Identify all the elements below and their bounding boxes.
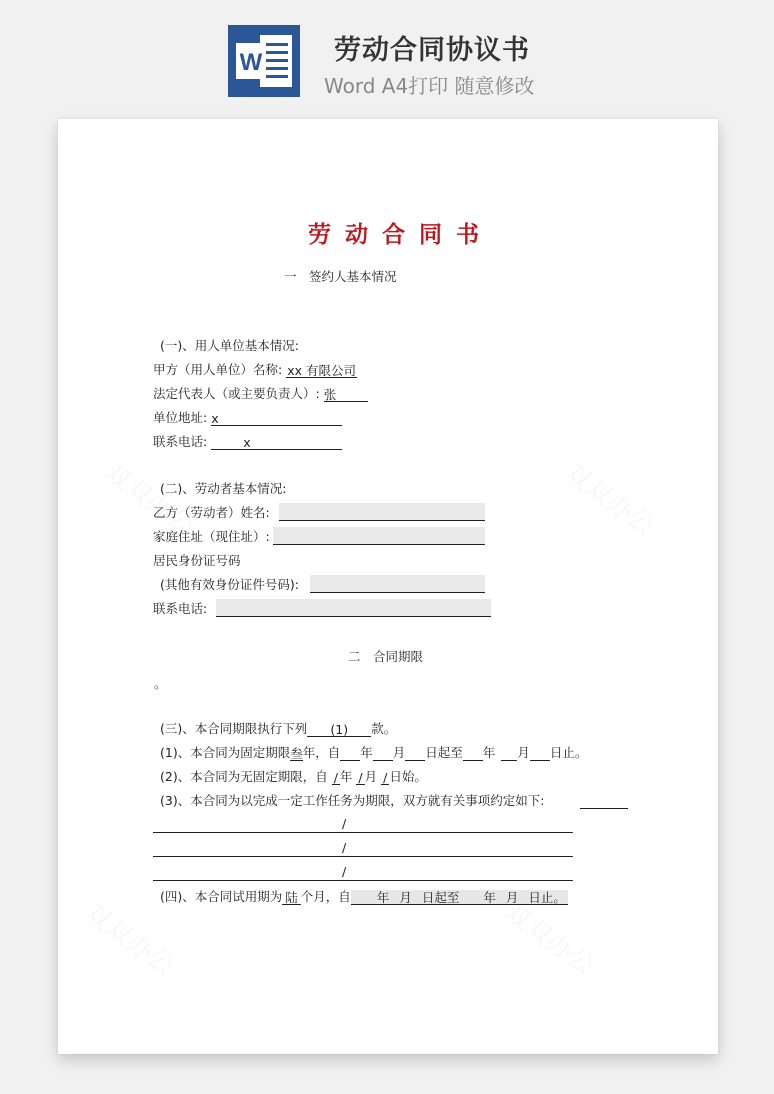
watermark [557, 453, 663, 543]
id-label-line1: 居民身份证号码 [153, 553, 241, 568]
fixed-start-day-field[interactable] [405, 746, 425, 761]
address-field[interactable]: x [211, 411, 342, 426]
party-b-name-field[interactable] [279, 503, 485, 521]
phone-label: 联系电话: [153, 434, 208, 449]
legal-rep-field[interactable]: 张 [324, 387, 368, 402]
fixed-end-year-field[interactable] [463, 746, 483, 761]
address-row [153, 410, 342, 426]
task-term-inline-field[interactable] [580, 808, 628, 809]
fixed-start-month-field[interactable] [373, 746, 393, 761]
party-b-name-label: 乙方（劳动者）姓名: [153, 505, 270, 520]
document-page [58, 119, 718, 1054]
term-clause-row: (三)、本合同期限执行下列 (1) 款。 [160, 721, 397, 737]
legal-rep-row [153, 386, 368, 402]
party-a-label: 甲方（用人单位）名称: [153, 362, 283, 377]
legal-rep-label: 法定代表人（或主要负责人）: [153, 386, 320, 401]
probation-months-field[interactable]: 陆 [282, 890, 301, 905]
worker-phone-label: 联系电话: [153, 601, 208, 616]
task-term-row: (3)、本合同为以完成一定工作任务为期限，双方就有关事项约定如下: [160, 793, 545, 808]
home-address-field[interactable] [273, 527, 485, 545]
task-line-2[interactable] [153, 856, 573, 857]
page-subtitle: Word A4打印 随意修改 [324, 74, 535, 98]
phone-field[interactable]: x [211, 435, 342, 450]
employer-heading: (一)、用人单位基本情况: [160, 338, 299, 353]
task-line-2-slash: / [342, 840, 347, 855]
id-number-field[interactable] [310, 575, 485, 593]
stray-dot: 。 [154, 676, 167, 691]
probation-row: (四)、本合同试用期为 陆 个月，自 年 月 日起至 年 月 日止。 [160, 889, 566, 905]
worker-heading: (二)、劳动者基本情况: [160, 481, 287, 496]
open-term-row: (2)、本合同为无固定期限，自 / 年 / 月 / 日始。 [160, 769, 427, 785]
phone-row [153, 434, 342, 450]
watermark [77, 893, 183, 983]
probation-period-field[interactable]: 年 月 日起至 年 月 日止。 [351, 890, 568, 905]
section-heading-2: 二 合同期限 [348, 649, 424, 664]
id-label-line2: (其他有效身份证件号码): [160, 577, 299, 592]
task-line-3-slash: / [342, 864, 347, 879]
home-address-label: 家庭住址（现住址）: [153, 529, 270, 544]
section-heading-1: 一 签约人基本情况 [284, 269, 397, 284]
fixed-term-years-field[interactable]: 叁 [290, 746, 303, 761]
fixed-term-row: (1)、本合同为固定期限叁年，自 年 月 日起至 年 月 日止。 [160, 745, 588, 761]
worker-phone-field[interactable] [216, 599, 491, 617]
word-icon [228, 25, 300, 97]
party-a-field[interactable]: xx 有限公司 [287, 363, 356, 378]
fixed-end-month-field[interactable] [501, 746, 517, 761]
task-line-1[interactable] [153, 832, 573, 833]
term-clause-field[interactable]: (1) [307, 722, 371, 737]
open-start-year-field[interactable]: / [333, 770, 338, 785]
party-a-row [153, 362, 357, 378]
open-start-day-field[interactable]: / [383, 770, 388, 785]
word-icon-letter: W [239, 49, 263, 76]
open-start-month-field[interactable]: / [358, 770, 363, 785]
address-label: 单位地址: [153, 410, 208, 425]
page-title: 劳动合同协议书 [334, 35, 530, 66]
task-line-3[interactable] [153, 880, 573, 881]
watermark [497, 893, 603, 983]
document-title: 劳动合同书 [308, 222, 493, 248]
task-line-1-slash: / [342, 816, 347, 831]
fixed-start-year-field[interactable] [340, 746, 360, 761]
fixed-end-day-field[interactable] [530, 746, 550, 761]
